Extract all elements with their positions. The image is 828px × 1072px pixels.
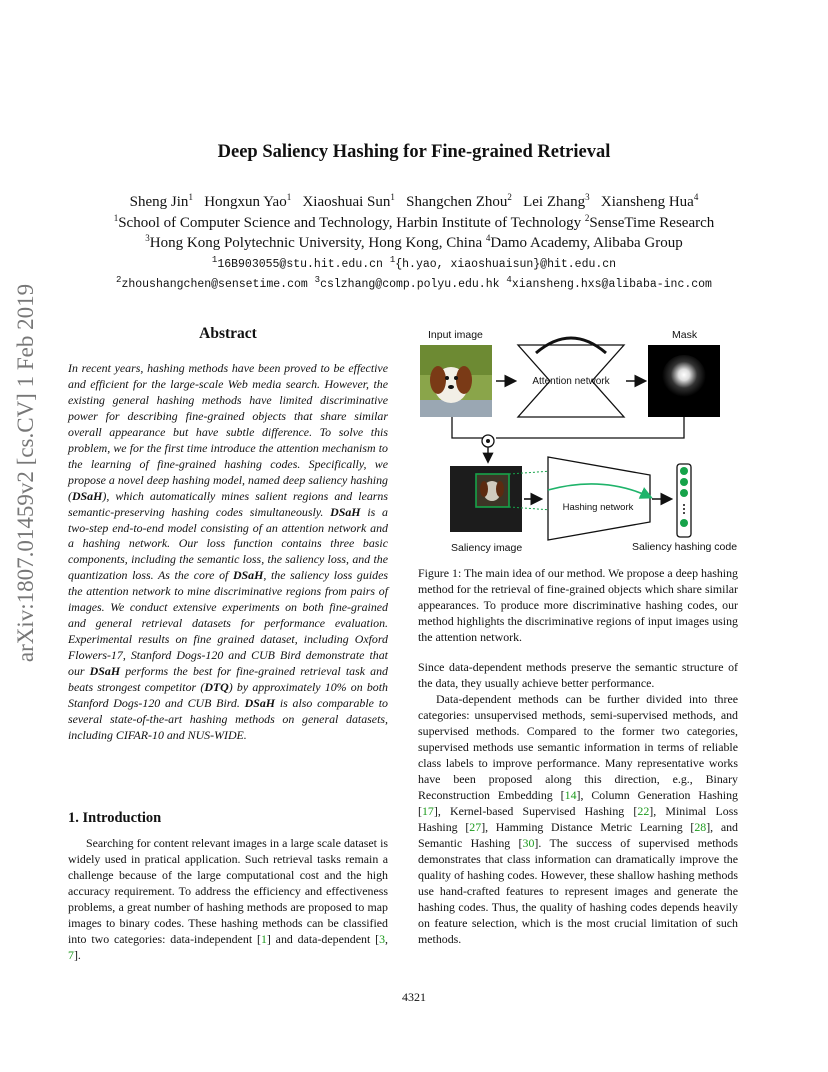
abstract-heading: Abstract (199, 325, 257, 342)
hashing-network-label: Hashing network (562, 502, 634, 513)
author-name: Xiaoshuai Sun (302, 194, 391, 210)
citation-link[interactable]: 14 (564, 788, 577, 802)
mask-image (648, 345, 720, 417)
author-name: Shangchen Zhou (406, 194, 508, 210)
section-heading: 1. Introduction (68, 810, 162, 826)
saliency-image-label: Saliency image (451, 542, 523, 554)
page-number: 4321 (402, 990, 426, 1004)
email-line-1: $^1$16B903055@stu.hit.edu.cn $^1${h.yao, xiaoshuaisun}@hit.edu.cn (211, 255, 617, 271)
affiliation-line-2: $^3$Hong Kong Polytechnic University, Hong Kong, China $^4$Damo Academy, Alibaba Group (145, 233, 683, 251)
paper-title: Deep Saliency Hashing for Fine-grained Retrieval (217, 142, 611, 162)
intro-paragraph: Searching for content relevant images in a large scale dataset is widely used in pratical application. Such retrieval tasks remain a challenge because of the large computational cost and the high accuracy requirement. To address the efficiency and effectiveness problems, a great number of hashing methods are proposed to map images to binary codes. These hashing methods can be classified into two categories: data-independent [1] and data-dependent [3, 7]. (68, 836, 388, 962)
input-image (420, 345, 492, 417)
figure-1 (418, 325, 742, 557)
affiliation-line-1: $^1$School of Computer Science and Technology, Harbin Institute of Technology $^2$SenseTime Research (113, 213, 715, 231)
saliency-code-label: Saliency hashing code (632, 541, 738, 553)
paragraph: Data-dependent methods can be further divided into three categories: unsupervised methods, semi-supervised methods, and supervised methods. Compared to the former two categories, supervised methods use semantic information in terms of reliable class labels to improve performance. Many representative works have been proposed along this direction, e.g., Binary Reconstruction Embedding [14], Column Generation Hashing [17], Kernel-based Supervised Hashing [22], Minimal Loss Hashing [27], Hamming Distance Metric Learning [28], and Semantic Hashing [30]. The success of supervised methods demonstrates that class information can dramatically improve the quality of hashing codes. However, these shallow hashing methods use hand-crafted features to represent images and generate the hashing codes. Thus, the quality of hashing codes depends heavily on feature selection, which is the most crucial limitation of such methods. (418, 692, 738, 946)
citation-link[interactable]: 17 (421, 804, 434, 818)
hashing-network-block (548, 457, 650, 540)
paragraph: Since data-dependent methods preserve the semantic structure of the data, they usually achieve better performance. (418, 660, 738, 690)
author-name: Xiansheng Hua (600, 194, 694, 210)
citation-link[interactable]: 7 (68, 947, 74, 962)
author-name: Lei Zhang (523, 194, 586, 210)
hash-code-column (677, 464, 691, 537)
mask-label: Mask (672, 329, 698, 341)
input-image-label: Input image (428, 329, 483, 341)
author-name: Hongxun Yao (204, 194, 287, 210)
citation-link[interactable]: 28 (694, 820, 707, 834)
email-line-2: $^2$zhoushangchen@sensetime.com $^3$cslzhang@comp.polyu.edu.hk $^4$xiansheng.hxs@alibaba-inc.com (116, 275, 712, 291)
author-name: Sheng Jin (129, 194, 189, 210)
saliency-image (450, 466, 522, 532)
citation-link[interactable]: 22 (637, 804, 650, 818)
arxiv-stamp: arXiv:1807.01459v2 [cs.CV] 1 Feb 2019 (13, 283, 38, 663)
attention-network-label: Attention network (532, 376, 610, 387)
citation-link[interactable]: 1 (260, 931, 267, 946)
citation-link[interactable]: 3 (379, 931, 386, 946)
abstract-body: In recent years, hashing methods have been proved to be effective and efficient for the large-scale Web media search. However, the existing general hashing methods have limited discriminative power for describing fine-grained objects that share similar overall appearance but have subtle difference. To solve this problem, we for the first time introduce the attention mechanism to the learning of fine-grained hashing codes. Specifically, we propose a novel deep hashing model, named deep saliency hashing (DSaH), which automatically mines salient regions and learns semantic-preserving hashing codes simultaneously. DSaH is a two-step end-to-end model consisting of an attention network and a hashing network. Our loss function contains three basic components, including the semantic loss, the saliency loss, and the quantization loss. As the core of DSaH, the saliency loss guides the attention network to mine discriminative regions from pairs of images. We conduct extensive experiments on both fine-grained and general retrieval datasets for performance evaluation. Experimental results on fine grained dataset, including Oxford Flowers-17, Stanford Dogs-120 and CUB Bird demonstrate that our DSaH performs the best for fine-grained retrieval task and beats strongest competitor (DTQ) by approximately 10% on both Stanford Dogs-120 and CUB Bird. DSaH is also comparable to several state-of-the-art hashing methods on general datasets, including CIFAR-10 and NUS-WIDE. (68, 361, 388, 742)
citation-link[interactable]: 30 (522, 836, 535, 850)
author-list: Sheng Jin$^1$ Hongxun Yao$^1$ Xiaoshuai Sun$^1$ Shangchen Zhou$^2$ Lei Zhang$^3$ Xiansheng Hua$^4$ (129, 192, 699, 210)
figure-caption: Figure 1: The main idea of our method. We propose a deep hashing method for the retrieval of fine-grained objects which share similar appearances. To produce more discriminative hashing codes, our method highlights the discriminative regions of input images using the attention network. (418, 566, 738, 644)
citation-link[interactable]: 27 (469, 820, 482, 834)
